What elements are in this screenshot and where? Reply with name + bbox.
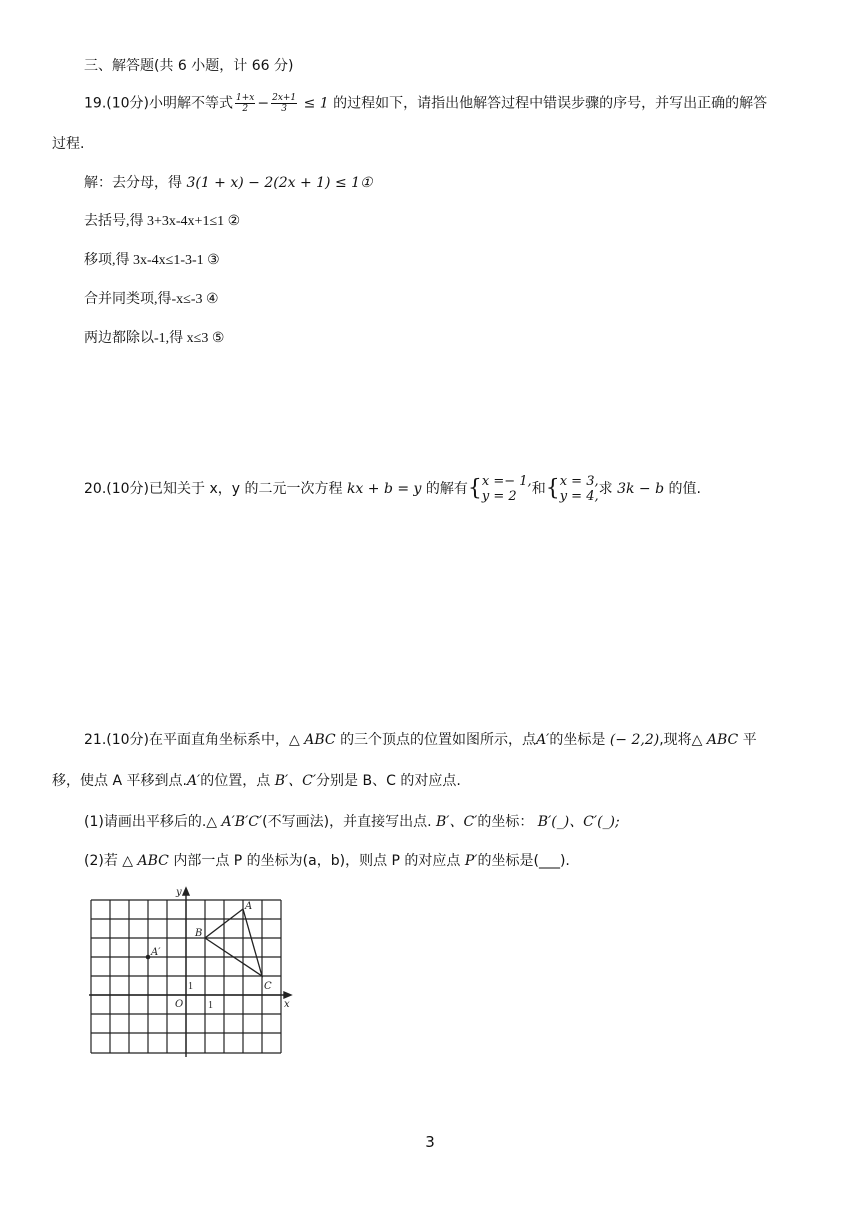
q21-line2: 移，使点 A 平移到点.A′的位置，点 B′、C′分别是 B、C 的对应点.: [52, 773, 461, 789]
q19-frac1: $\frac{1+x}{2}$: [236, 93, 255, 114]
q19-step3: 移项,得 3x-4x≤1-3-1 ③: [84, 253, 220, 268]
q19-step5: 两边都除以-1,得 x≤3 ⑤: [84, 331, 225, 346]
label-a: A: [245, 901, 253, 912]
point-a-prime: [146, 955, 151, 960]
q21-line1: 21.(10分)在平面直角坐标系中，△ ABC 的三个顶点的位置如图所示，点A′的坐标是 (− 2,2),现将△ ABC 平: [84, 732, 757, 748]
q19-minus: −: [257, 95, 270, 112]
q20-system1: x =− 1, y = 2: [481, 474, 532, 504]
q19-step4: 合并同类项,得-x≤-3 ④: [84, 292, 219, 307]
x-axis-label: x: [284, 999, 290, 1010]
q21-part1: (1)请画出平移后的.△ A′B′C′(不写画法)，并直接写出点. B′、C′的坐标： B′(_)、C′(_);: [84, 814, 620, 830]
x-unit-label: 1: [208, 1000, 213, 1011]
coordinate-grid-figure: [85, 885, 295, 1060]
q19-ineq: ≤ 1: [303, 95, 329, 112]
q19-line1: [84, 93, 767, 114]
label-a-prime: A′: [151, 947, 161, 958]
q19-step2: 去括号,得 3+3x-4x+1≤1 ②: [84, 214, 241, 229]
y-unit-label: 1: [188, 981, 193, 992]
section-title: 三、解答题(共 6 小题，计 66 分): [84, 58, 294, 74]
label-b: B: [195, 928, 203, 939]
label-c: C: [264, 981, 272, 992]
q20-system2: x = 3, y = 4,: [559, 474, 599, 504]
q19-prefix: 19.(10分)小明解不等式: [84, 95, 234, 112]
q20-line: 20.(10分)已知关于 x，y 的二元一次方程 kx + b = y 的解有{ x =− 1, y = 2 和{ x = 3, y = 4, 求 3k − b 的值.: [84, 474, 701, 504]
q19-step1: 解：去分母，得 3(1 + x) − 2(2x + 1) ≤ 1①: [84, 175, 373, 191]
q21-part2: (2)若 △ ABC 内部一点 P 的坐标为(a，b)，则点 P 的对应点 P′的坐标是(___).: [84, 853, 570, 869]
page-number: 3: [425, 1133, 435, 1151]
q19-suffix: 的过程如下，请指出他解答过程中错误步骤的序号，并写出正确的解答: [333, 95, 768, 112]
q19-frac2: $\frac{2x+1}{3}$: [272, 93, 297, 114]
origin-label: O: [175, 999, 184, 1010]
y-axis-label: y: [176, 887, 182, 898]
q19-line2: 过程.: [52, 136, 85, 152]
